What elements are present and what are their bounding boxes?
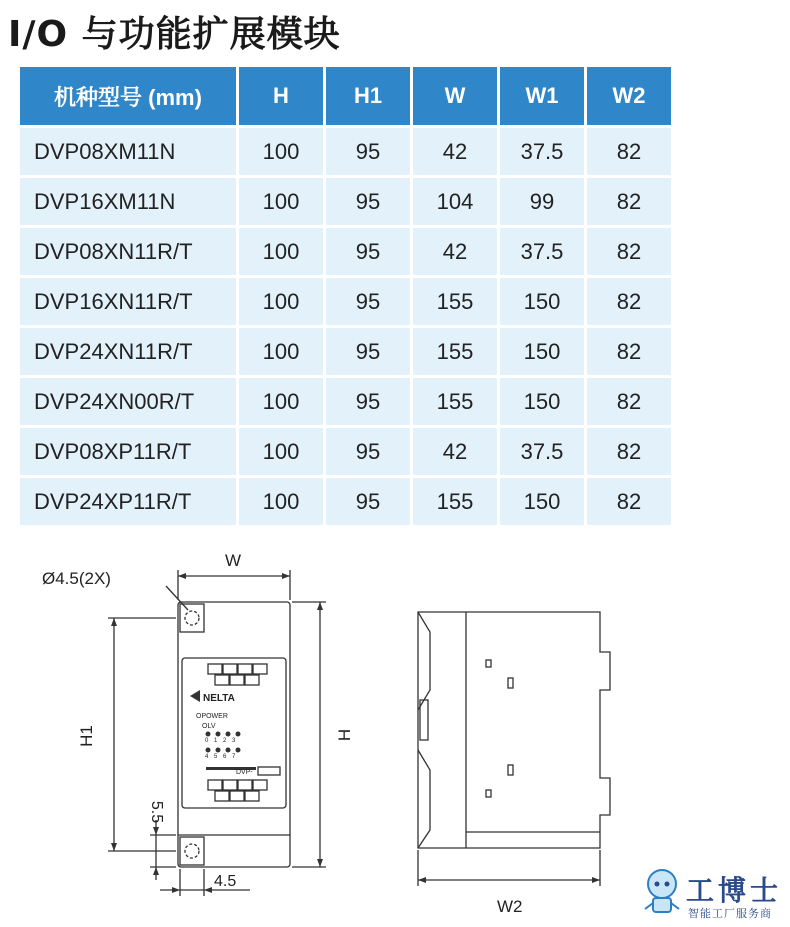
value-cell: 104 [413, 178, 497, 225]
w2-label: W2 [497, 897, 523, 916]
value-cell: 150 [500, 328, 584, 375]
table-row [20, 328, 671, 375]
value-cell: 42 [413, 428, 497, 475]
value-cell: 82 [587, 128, 671, 175]
value-cell: 100 [239, 178, 323, 225]
value-cell: 95 [326, 478, 410, 525]
value-cell: 99 [500, 178, 584, 225]
value-cell: 42 [413, 128, 497, 175]
value-cell: 100 [239, 278, 323, 325]
value-cell: 82 [587, 228, 671, 275]
table-header-row [20, 67, 671, 125]
header-model: 机种型号 (mm) [20, 67, 236, 125]
value-cell: 82 [587, 478, 671, 525]
side-dim-label: 5.5 [148, 800, 165, 824]
value-cell: 150 [500, 278, 584, 325]
value-cell: 100 [239, 328, 323, 375]
value-cell: 100 [239, 128, 323, 175]
header-w: W [413, 67, 497, 125]
page-title: I/O 与功能扩展模块 [8, 14, 341, 55]
table-row [20, 378, 671, 425]
table-row [20, 128, 671, 175]
table-row [20, 478, 671, 525]
value-cell: 100 [239, 378, 323, 425]
bottom-dim-label: 4.5 [214, 873, 237, 890]
model-cell: DVP08XN11R/T [20, 228, 236, 275]
brand-label: NELTA [203, 693, 235, 704]
robot-icon [640, 867, 684, 919]
model-cell: DVP24XP11R/T [20, 478, 236, 525]
value-cell: 150 [500, 478, 584, 525]
value-cell: 42 [413, 228, 497, 275]
h-label: H [335, 728, 354, 742]
panel-model: DVP- [236, 769, 253, 776]
spec-table [17, 64, 674, 528]
value-cell: 82 [587, 428, 671, 475]
table-row [20, 178, 671, 225]
value-cell: 95 [326, 228, 410, 275]
model-cell: DVP16XM11N [20, 178, 236, 225]
value-cell: 150 [500, 378, 584, 425]
value-cell: 95 [326, 378, 410, 425]
model-cell: DVP08XP11R/T [20, 428, 236, 475]
value-cell: 100 [239, 428, 323, 475]
table-row [20, 428, 671, 475]
header-w1: W1 [500, 67, 584, 125]
value-cell: 82 [587, 328, 671, 375]
panel-row2: 4 5 6 7 [205, 754, 238, 760]
value-cell: 100 [239, 228, 323, 275]
value-cell: 37.5 [500, 128, 584, 175]
value-cell: 95 [326, 128, 410, 175]
header-h1: H1 [326, 67, 410, 125]
w-label: W [225, 551, 242, 570]
model-cell: DVP08XM11N [20, 128, 236, 175]
value-cell: 82 [587, 178, 671, 225]
watermark-sub: 智能工厂服务商 [688, 907, 772, 920]
value-cell: 95 [326, 178, 410, 225]
value-cell: 95 [326, 328, 410, 375]
value-cell: 37.5 [500, 228, 584, 275]
value-cell: 155 [413, 328, 497, 375]
value-cell: 155 [413, 478, 497, 525]
header-h: H [239, 67, 323, 125]
panel-olv: OLV [202, 723, 216, 730]
value-cell: 100 [239, 478, 323, 525]
table-row [20, 278, 671, 325]
header-w2: W2 [587, 67, 671, 125]
value-cell: 37.5 [500, 428, 584, 475]
value-cell: 82 [587, 378, 671, 425]
model-cell: DVP16XN11R/T [20, 278, 236, 325]
model-cell: DVP24XN11R/T [20, 328, 236, 375]
hole-label: Ø4.5(2X) [42, 569, 111, 588]
value-cell: 155 [413, 278, 497, 325]
watermark-main: 工博士 [686, 874, 783, 907]
panel-power: OPOWER [196, 713, 228, 720]
h1-label: H1 [77, 725, 96, 747]
model-cell: DVP24XN00R/T [20, 378, 236, 425]
value-cell: 82 [587, 278, 671, 325]
value-cell: 95 [326, 278, 410, 325]
value-cell: 95 [326, 428, 410, 475]
table-row [20, 228, 671, 275]
watermark-logo [640, 865, 790, 925]
panel-row1: 0 1 2 3 [205, 738, 238, 744]
value-cell: 155 [413, 378, 497, 425]
